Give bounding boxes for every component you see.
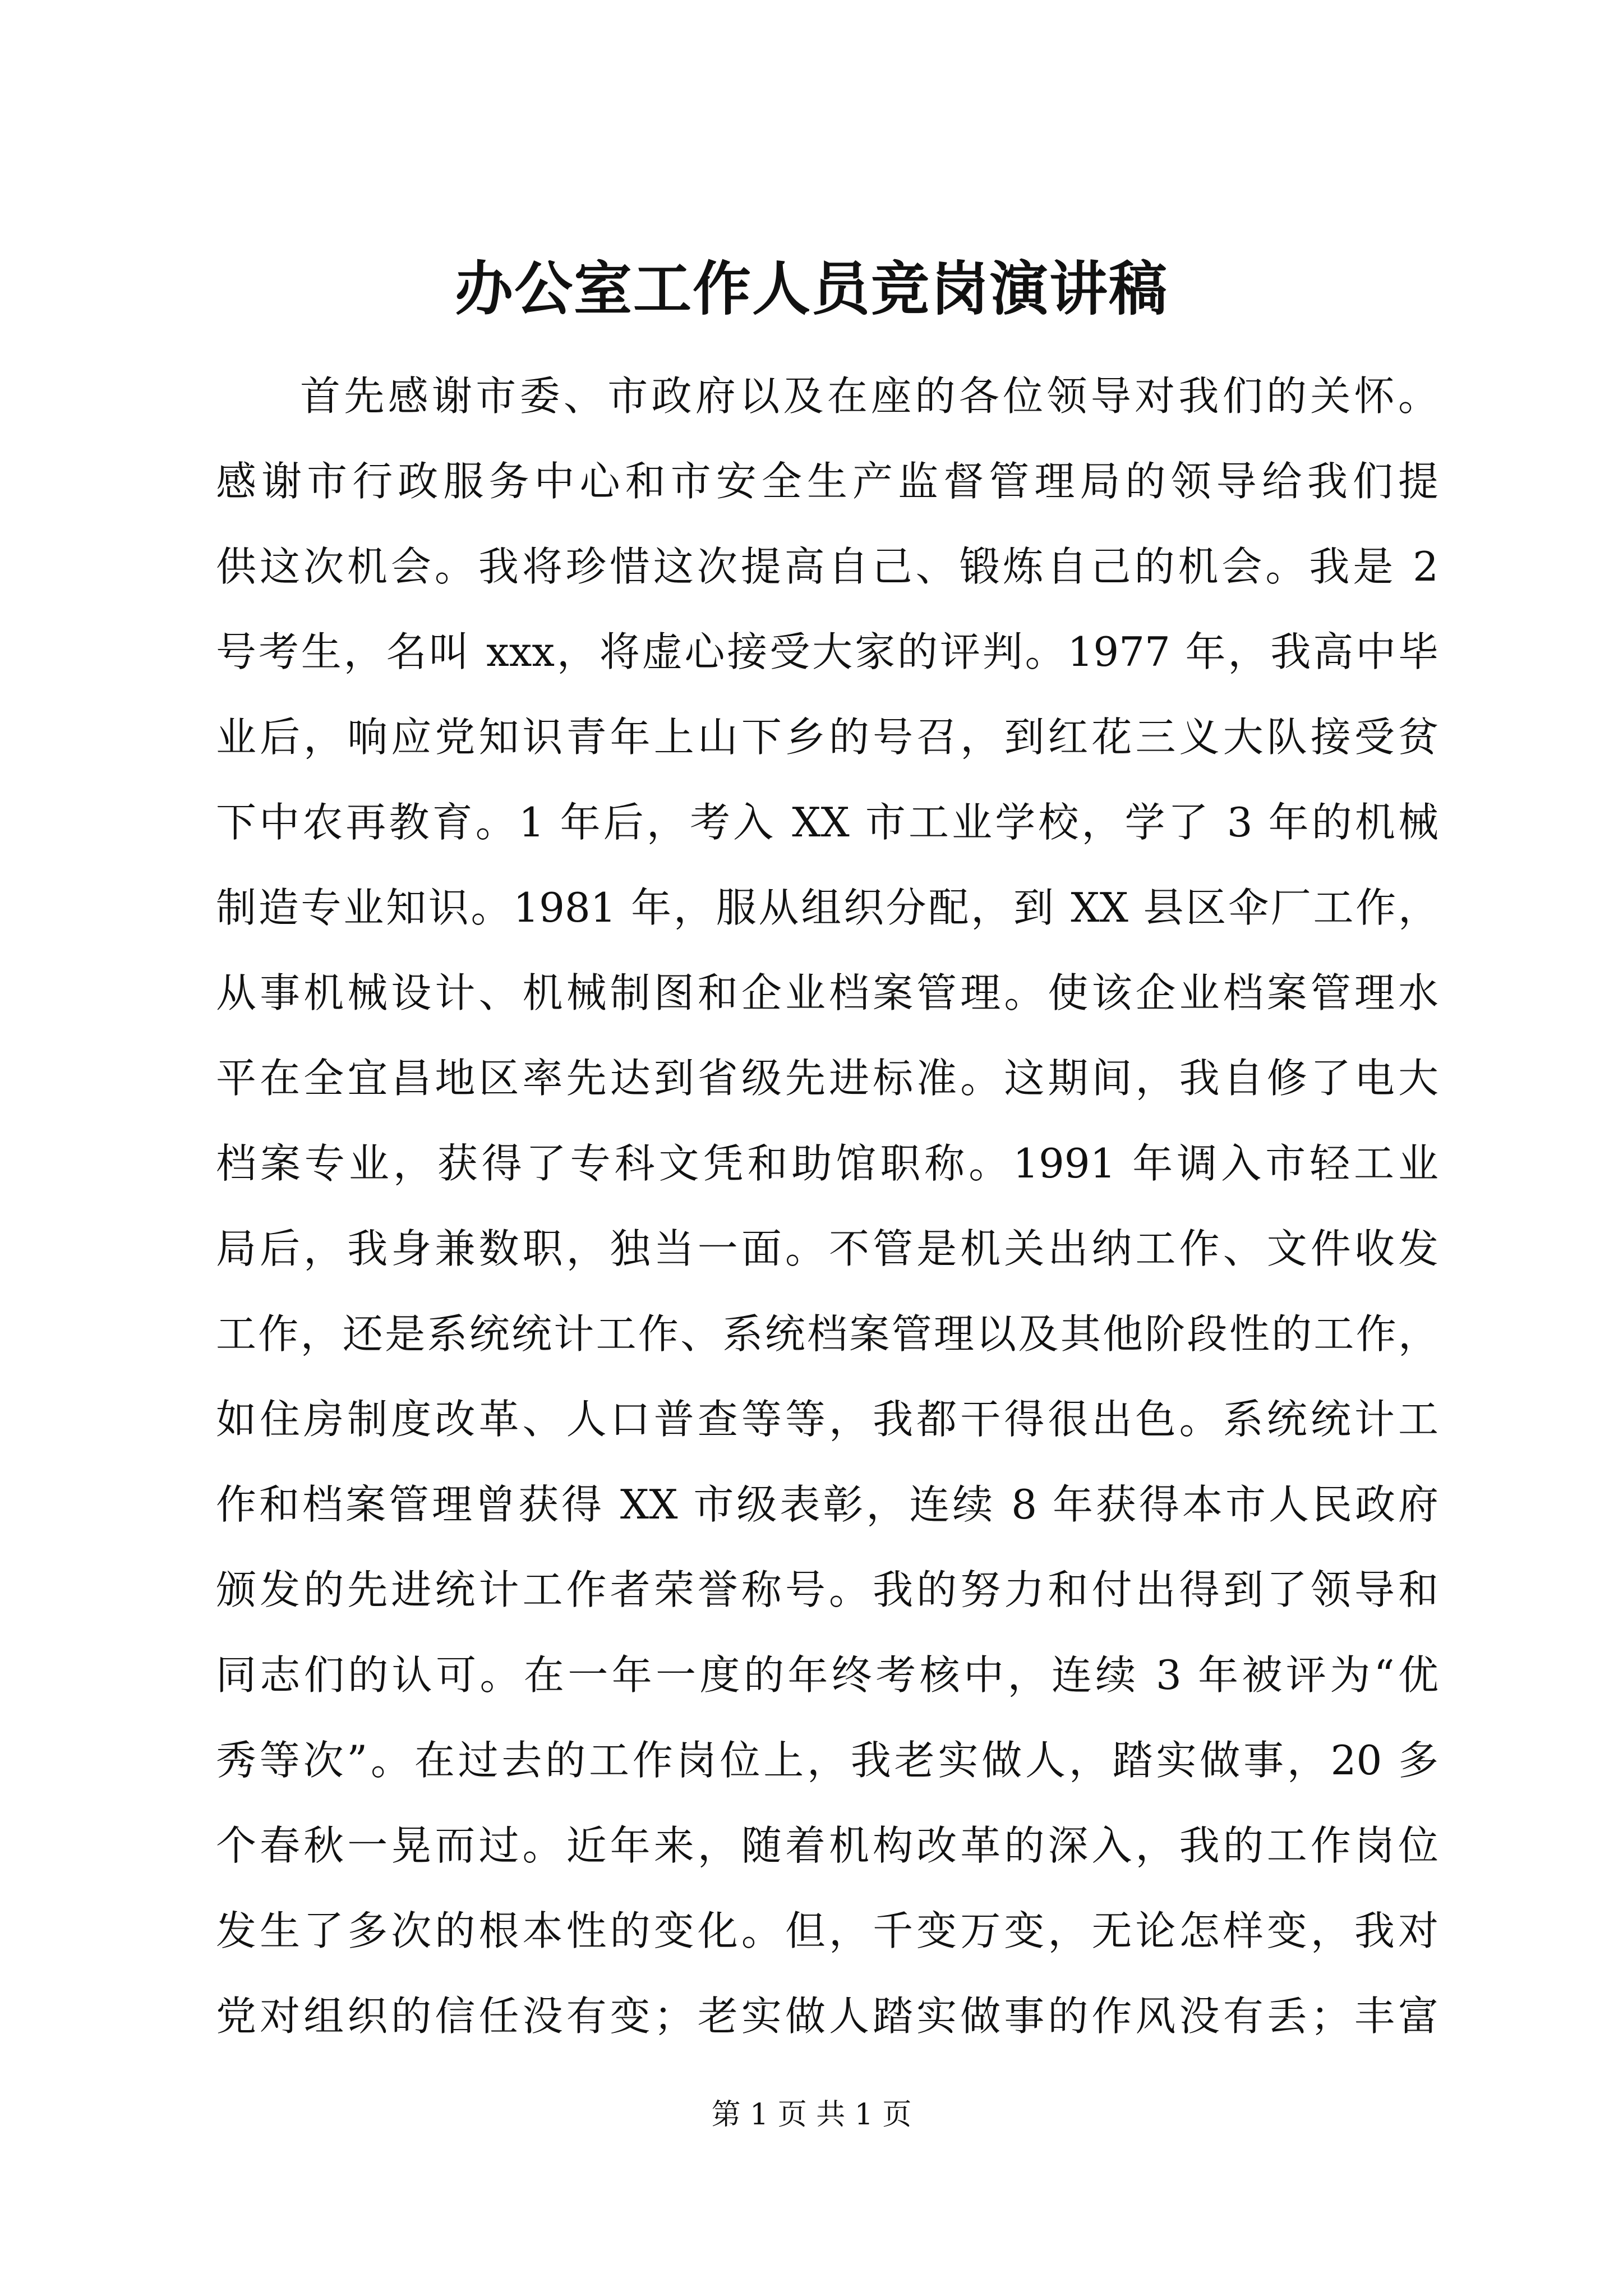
body-line: 如住房制度改革、人口普查等等，我都干得很出色。系统统计工 [216, 1396, 1438, 1443]
body-line: 业后，响应党知识青年上山下乡的号召，到红花三义大队接受贫 [216, 714, 1438, 761]
body-line: 下中农再教育。1 年后，考入 XX 市工业学校，学了 3 年的机械 [216, 799, 1438, 846]
document-title: 办公室工作人员竞岗演讲稿 [454, 254, 1168, 323]
body-line: 作和档案管理曾获得 XX 市级表彰，连续 8 年获得本市人民政府 [216, 1481, 1438, 1528]
body-line: 工作，还是系统统计工作、系统档案管理以及其他阶段性的工作， [216, 1310, 1438, 1358]
document-body [216, 353, 1438, 2059]
body-line: 供这次机会。我将珍惜这次提高自己、锻炼自己的机会。我是 2 [216, 543, 1438, 590]
body-line: 党对组织的信任没有变；老实做人踏实做事的作风没有丢；丰富 [216, 1993, 1438, 2040]
body-line: 秀等次”。在过去的工作岗位上，我老实做人，踏实做事，20 多 [216, 1737, 1438, 1784]
body-line: 号考生，名叫 xxx，将虚心接受大家的评判。1977 年，我高中毕 [216, 628, 1438, 675]
body-line: 颁发的先进统计工作者荣誉称号。我的努力和付出得到了领导和 [216, 1566, 1438, 1613]
body-line: 制造专业知识。1981 年，服从组织分配，到 XX 县区伞厂工作， [216, 884, 1438, 931]
body-line: 个春秋一晃而过。近年来，随着机构改革的深入，我的工作岗位 [216, 1822, 1438, 1869]
body-line: 首先感谢市委、市政府以及在座的各位领导对我们的关怀。 [300, 372, 1438, 420]
body-line: 感谢市行政服务中心和市安全生产监督管理局的领导给我们提 [216, 458, 1438, 505]
body-line: 平在全宜昌地区率先达到省级先进标准。这期间，我自修了电大 [216, 1055, 1438, 1102]
body-line: 档案专业，获得了专科文凭和助馆职称。1991 年调入市轻工业 [216, 1140, 1438, 1187]
page-number-footer: 第 1 页 共 1 页 [711, 2098, 912, 2132]
body-line: 同志们的认可。在一年一度的年终考核中，连续 3 年被评为“优 [216, 1651, 1438, 1699]
body-line: 局后，我身兼数职，独当一面。不管是机关出纳工作、文件收发 [216, 1225, 1438, 1272]
body-line: 发生了多次的根本性的变化。但，千变万变，无论怎样变，我对 [216, 1907, 1438, 1954]
body-line: 从事机械设计、机械制图和企业档案管理。使该企业档案管理水 [216, 969, 1438, 1016]
